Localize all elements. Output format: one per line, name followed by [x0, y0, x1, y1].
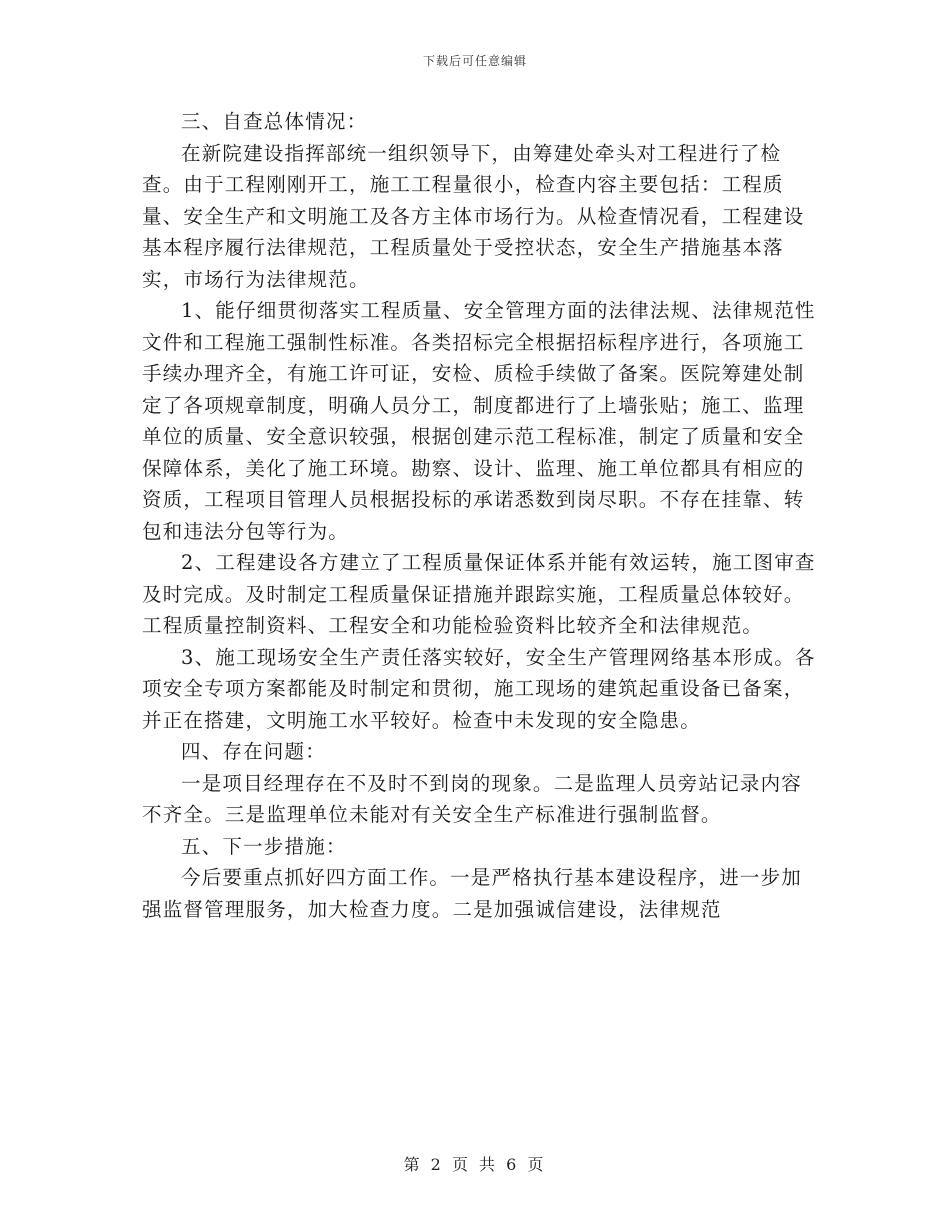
page-header: 下载后可任意编辑	[422, 54, 527, 68]
paragraph-item-3: 3、施工现场安全生产责任落实较好，安全生产管理网络基本形成。各项安全专项方案都能及时制定和贯彻，施工现场的建筑起重设备已备案，并正在搭建，文明施工水平较好。检查中未发现的安全隐患。	[142, 645, 816, 732]
paragraph-item-2: 2、工程建设各方建立了工程质量保证体系并能有效运转，施工图审查及时完成。及时制定工程质量保证措施并跟踪实施，工程质量总体较好。工程质量控制资料、工程安全和功能检验资料比较齐全和法律规范。	[142, 551, 816, 637]
paragraph-item-1: 1、能仔细贯彻落实工程质量、安全管理方面的法律法规、法律规范性文件和工程施工强制性标准。各类招标完全根据招标程序进行，各项施工手续办理齐全，有施工许可证，安检、质检手续做了备案。医院筹建处制定了各项规章制度，明确人员分工，制度都进行了上墙张贴；施工、监理单位的质量、安全意识较强，根据创建示范工程标准，制定了质量和安全保障体系，美化了施工环境。勘察、设计、监理、施工单位都具有相应的资质，工程项目管理人员根据投标的承诺悉数到岗尽职。不存在挂靠、转包和违法分包等行为。	[142, 299, 816, 543]
paragraph-next-steps: 今后要重点抓好四方面工作。一是严格执行基本建设程序，进一步加强监督管理服务，加大检查力度。二是加强诚信建设，法律规范	[142, 866, 803, 921]
section-heading-4: 四、存在问题：	[181, 740, 326, 763]
paragraph-problems: 一是项目经理存在不及时不到岗的现象。二是监理人员旁站记录内容不齐全。三是监理单位未能对有关安全生产标准进行强制监督。	[142, 771, 803, 826]
document-body	[142, 106, 822, 925]
section-heading-5: 五、下一步措施：	[181, 834, 347, 858]
paragraph-overview: 在新院建设指挥部统一组织领导下，由筹建处牵头对工程进行了检查。由于工程刚刚开工，施工工程量很小，检查内容主要包括：工程质量、安全生产和文明施工及各方主体市场行为。从检查情况看，工程建设基本程序履行法律规范，工程质量处于受控状态，安全生产措施基本落实，市场行为法律规范。	[142, 141, 805, 291]
section-heading-3: 三、自查总体情况：	[181, 110, 368, 133]
page-number-footer: 第 2 页 共 6 页	[403, 1155, 547, 1174]
